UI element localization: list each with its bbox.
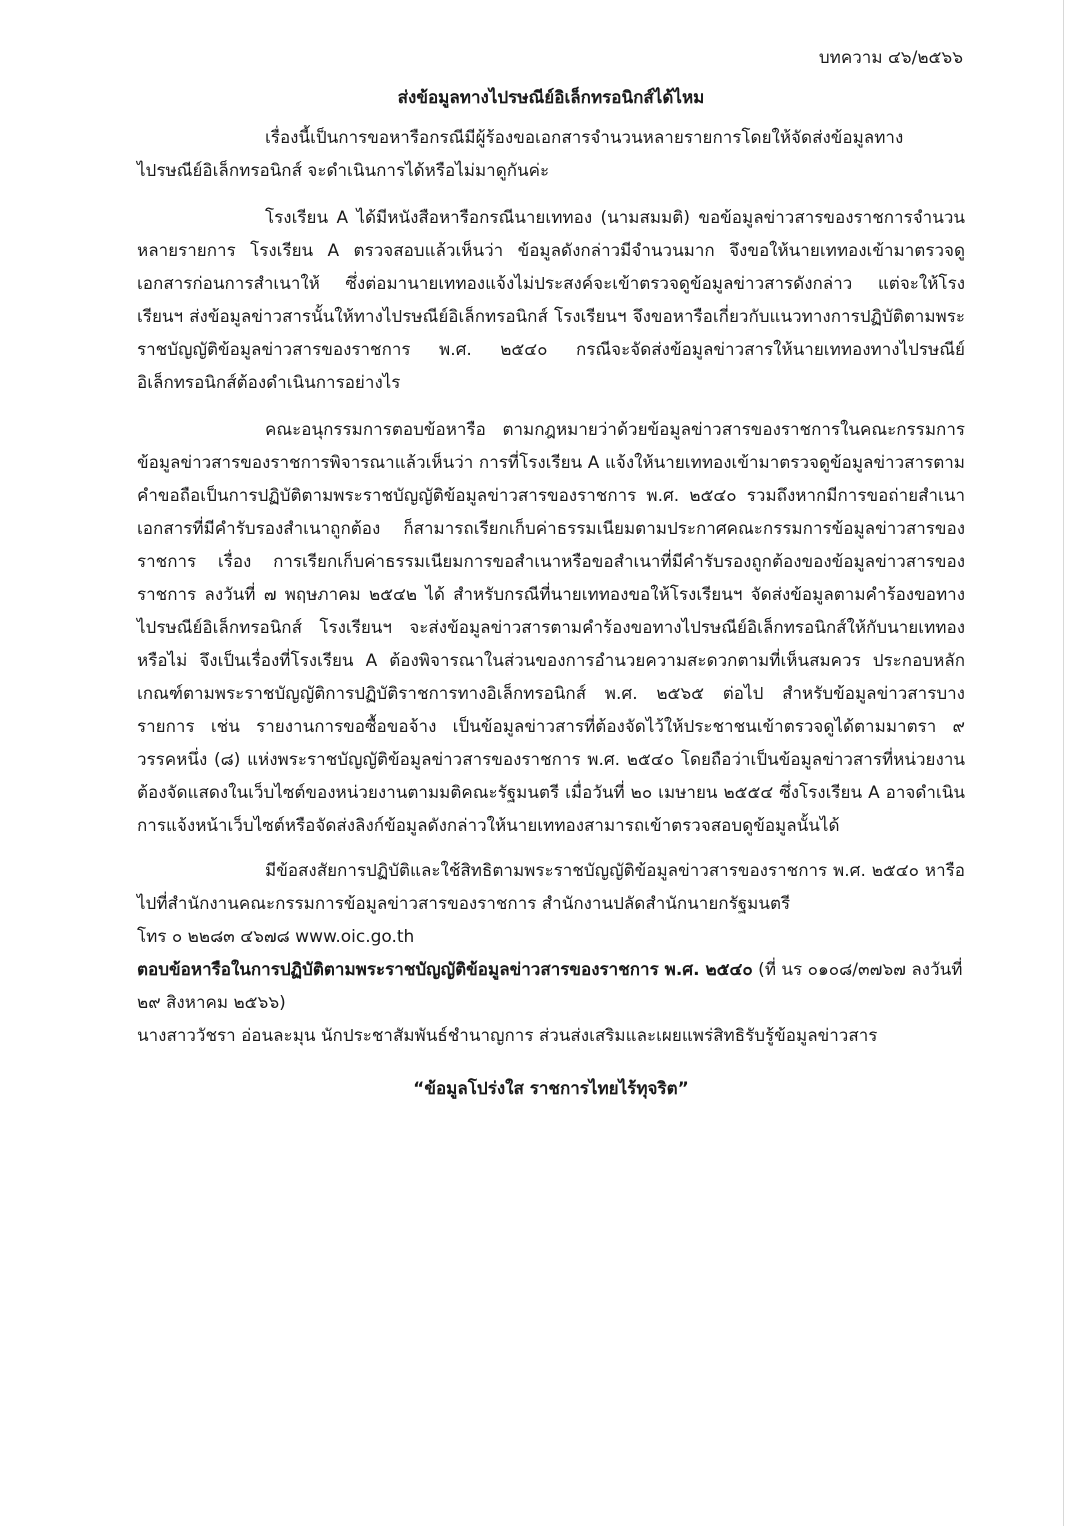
case-paragraph: โรงเรียน A ได้มีหนังสือหารือกรณีนายเททอง (นามสมมติ) ขอข้อมูลข่าวสารของราชการจำนวนหลายรายการ โรงเรียน A ตรวจสอบแล้วเห็นว่า ข้อมูลดังกล่าวมีจำนวนมาก จึงขอให้นายเททองเข้ามาตรวจดูเอกสารก่อนการสำเนาให้ ซึ่งต่อมานายเททองแจ้งไม่ประสงค์จะเข้าตรวจดูข้อมูลข่าวสารดังกล่าว แต่จะให้โรงเรียนฯ ส่งข้อมูลข่าวสารนั้นให้ทางไปรษณีย์อิเล็กทรอนิกส์ โรงเรียนฯ จึงขอหารือเกี่ยวกับแนวทางการปฏิบัติตามพระราชบัญญัติข้อมูลข่าวสารของราชการ พ.ศ. ๒๕๔๐ กรณีจะจัดส่งข้อมูลข่าวสารให้นายเททองทางไปรษณีย์อิเล็กทรอนิกส์ต้องดำเนินการอย่างไร <box>137 208 965 393</box>
document-body <box>137 38 965 1106</box>
inquiry-paragraph: มีข้อสงสัยการปฏิบัติและใช้สิทธิตามพระราชบัญญัติข้อมูลข่าวสารของราชการ พ.ศ. ๒๕๔๐ หารือไปที่สำนักงานคณะกรรมการข้อมูลข่าวสารของราชการ สำนักงานปลัดสำนักนายกรัฐมนตรี <box>137 861 965 914</box>
opinion-paragraph: คณะอนุกรรมการตอบข้อหารือ ตามกฎหมายว่าด้วยข้อมูลข่าวสารของราชการในคณะกรรมการข้อมูลข่าวสารของราชการพิจารณาแล้วเห็นว่า การที่โรงเรียน A แจ้งให้นายเททองเข้ามาตรวจดูข้อมูลข่าวสารตามคำขอถือเป็นการปฏิบัติตามพระราชบัญญัติข้อมูลข่าวสารของราชการ พ.ศ. ๒๕๔๐ รวมถึงหากมีการขอถ่ายสำเนาเอกสารที่มีคำรับรองสำเนาถูกต้อง ก็สามารถเรียกเก็บค่าธรรมเนียมตามประกาศคณะกรรมการข้อมูลข่าวสารของราชการ เรื่อง การเรียกเก็บค่าธรรมเนียมการขอสำเนาหรือขอสำเนาที่มีคำรับรองถูกต้องของข้อมูลข่าวสารของราชการ ลงวันที่ ๗ พฤษภาคม ๒๕๔๒ ได้ สำหรับกรณีที่นายเททองขอให้โรงเรียนฯ จัดส่งข้อมูลตามคำร้องขอทางไปรษณีย์อิเล็กทรอนิกส์ โรงเรียนฯ จะส่งข้อมูลข่าวสารตามคำร้องขอทางไปรษณีย์อิเล็กทรอนิกส์ให้กับนายเททองหรือไม่ จึงเป็นเรื่องที่โรงเรียน A ต้องพิจารณาในส่วนของการอำนวยความสะดวกตามที่เห็นสมควร ประกอบหลักเกณฑ์ตามพระราชบัญญัติการปฏิบัติราชการทางอิเล็กทรอนิกส์ พ.ศ. ๒๕๖๕ ต่อไป สำหรับข้อมูลข่าวสารบางรายการ เช่น รายงานการขอซื้อขอจ้าง เป็นข้อมูลข่าวสารที่ต้องจัดไว้ให้ประชาชนเข้าตรวจดูได้ตามมาตรา ๙ วรรคหนึ่ง (๘) แห่งพระราชบัญญัติข้อมูลข่าวสารของราชการ พ.ศ. ๒๕๔๐ โดยถือว่าเป็นข้อมูลข่าวสารที่หน่วยงานต้องจัดแสดงในเว็บไซต์ของหน่วยงานตามมติคณะรัฐมนตรี เมื่อวันที่ ๒๐ เมษายน ๒๕๕๔ ซึ่งโรงเรียน A อาจดำเนินการแจ้งหน้าเว็บไซต์หรือจัดส่งลิงก์ข้อมูลดังกล่าวให้นายเททองสามารถเข้าตรวจสอบดูข้อมูลนั้นได้ <box>137 420 965 836</box>
answer-reference <box>137 954 965 1020</box>
answer-reference-bold: ตอบข้อหารือในการปฏิบัติตามพระราชบัญญัติข้อมูลข่าวสารของราชการ พ.ศ. ๒๕๔๐ <box>137 960 753 980</box>
article-reference: บทความ ๔๖/๒๕๖๖ <box>818 48 963 68</box>
author-line: นางสาววัชรา อ่อนละมุน นักประชาสัมพันธ์ชำนาญการ ส่วนส่งเสริมและเผยแพร่สิทธิรับรู้ข้อมูลข่าวสาร <box>137 1026 878 1046</box>
intro-paragraph: เรื่องนี้เป็นการขอหารือกรณีมีผู้ร้องขอเอกสารจำนวนหลายรายการโดยให้จัดส่งข้อมูลทางไปรษณีย์อิเล็กทรอนิกส์ จะดำเนินการได้หรือไม่มาดูกันค่ะ <box>137 128 904 181</box>
contact-line: โทร ๐ ๒๒๘๓ ๔๖๗๘ www.oic.go.th <box>137 927 415 947</box>
page-edge <box>1063 0 1064 1526</box>
slogan: “ข้อมูลโปร่งใส ราชการไทยไร้ทุจริต” <box>413 1079 689 1099</box>
answer-reference-detail: (ที่ นร ๐๑๐๘/๓๗๖๗ ลงวันที่ ๒๙ สิงหาคม ๒๕๖๖) <box>137 960 963 1013</box>
article-title: ส่งข้อมูลทางไปรษณีย์อิเล็กทรอนิกส์ได้ไหม <box>397 88 705 108</box>
